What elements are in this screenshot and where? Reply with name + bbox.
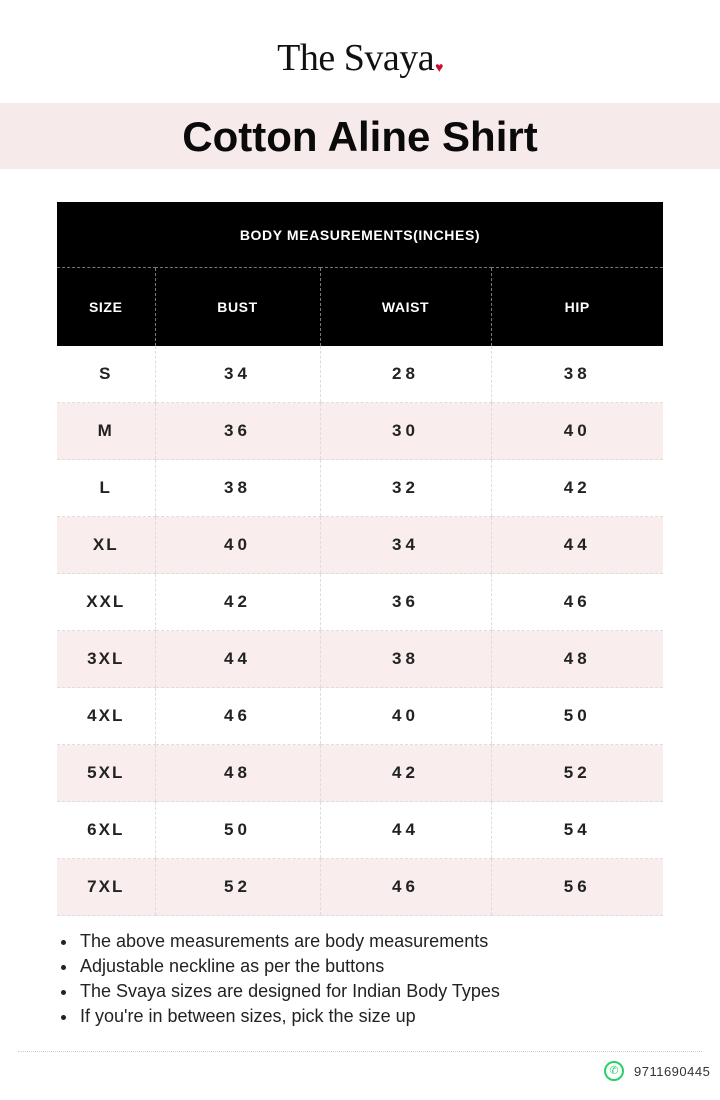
- measurement-cell: 36: [320, 574, 491, 631]
- measurement-cell: 48: [491, 631, 663, 688]
- measurement-cell: 36: [155, 403, 320, 460]
- measurement-cell: 56: [491, 859, 663, 916]
- table-row: [57, 745, 663, 802]
- size-chart-table: [57, 202, 663, 916]
- size-cell: L: [57, 460, 155, 517]
- size-cell: 3XL: [57, 631, 155, 688]
- table-row: [57, 688, 663, 745]
- measurement-cell: 34: [155, 346, 320, 403]
- table-caption: BODY MEASUREMENTS(INCHES): [57, 202, 663, 268]
- size-cell: XL: [57, 517, 155, 574]
- footer-divider: [18, 1051, 702, 1052]
- measurement-cell: 44: [491, 517, 663, 574]
- measurement-cell: 52: [491, 745, 663, 802]
- size-cell: 5XL: [57, 745, 155, 802]
- notes-list: [58, 929, 500, 1029]
- measurement-cell: 28: [320, 346, 491, 403]
- measurement-cell: 44: [155, 631, 320, 688]
- table-row: [57, 631, 663, 688]
- table-row: [57, 346, 663, 403]
- table-row: [57, 574, 663, 631]
- table-row: [57, 460, 663, 517]
- measurement-cell: 46: [491, 574, 663, 631]
- size-cell: 7XL: [57, 859, 155, 916]
- measurement-cell: 40: [155, 517, 320, 574]
- measurement-cell: 38: [320, 631, 491, 688]
- column-header: WAIST: [320, 268, 491, 347]
- table-row: [57, 403, 663, 460]
- measurement-cell: 42: [320, 745, 491, 802]
- page-title: Cotton Aline Shirt: [182, 113, 538, 160]
- column-header: SIZE: [57, 268, 155, 347]
- measurement-cell: 40: [320, 688, 491, 745]
- note-item: • The Svaya sizes are designed for Indian Body Types: [78, 979, 500, 1004]
- column-header: BUST: [155, 268, 320, 347]
- measurement-cell: 46: [155, 688, 320, 745]
- measurement-cell: 46: [320, 859, 491, 916]
- size-cell: 6XL: [57, 802, 155, 859]
- measurement-cell: 30: [320, 403, 491, 460]
- table-row: [57, 859, 663, 916]
- measurement-cell: 40: [491, 403, 663, 460]
- contact: [604, 1059, 710, 1083]
- note-item: • If you're in between sizes, pick the size up: [78, 1004, 500, 1029]
- measurement-cell: 42: [155, 574, 320, 631]
- measurement-cell: 52: [155, 859, 320, 916]
- brand-logo: [0, 36, 720, 80]
- table-row: [57, 802, 663, 859]
- column-header: HIP: [491, 268, 663, 347]
- heart-icon: ♥: [435, 61, 443, 76]
- size-cell: 4XL: [57, 688, 155, 745]
- measurement-cell: 54: [491, 802, 663, 859]
- phone-number[interactable]: 9711690445: [634, 1063, 711, 1079]
- measurement-cell: 34: [320, 517, 491, 574]
- measurement-cell: 50: [491, 688, 663, 745]
- note-item: • Adjustable neckline as per the buttons: [78, 954, 500, 979]
- brand-name: The Svaya: [277, 37, 435, 79]
- measurement-cell: 32: [320, 460, 491, 517]
- size-cell: S: [57, 346, 155, 403]
- note-item: • The above measurements are body measurements: [78, 929, 500, 954]
- size-cell: M: [57, 403, 155, 460]
- measurement-cell: 48: [155, 745, 320, 802]
- measurement-cell: 50: [155, 802, 320, 859]
- size-cell: XXL: [57, 574, 155, 631]
- measurement-cell: 38: [491, 346, 663, 403]
- measurement-cell: 38: [155, 460, 320, 517]
- whatsapp-icon[interactable]: ✆: [604, 1061, 624, 1081]
- measurement-cell: 44: [320, 802, 491, 859]
- measurement-cell: 42: [491, 460, 663, 517]
- table-row: [57, 517, 663, 574]
